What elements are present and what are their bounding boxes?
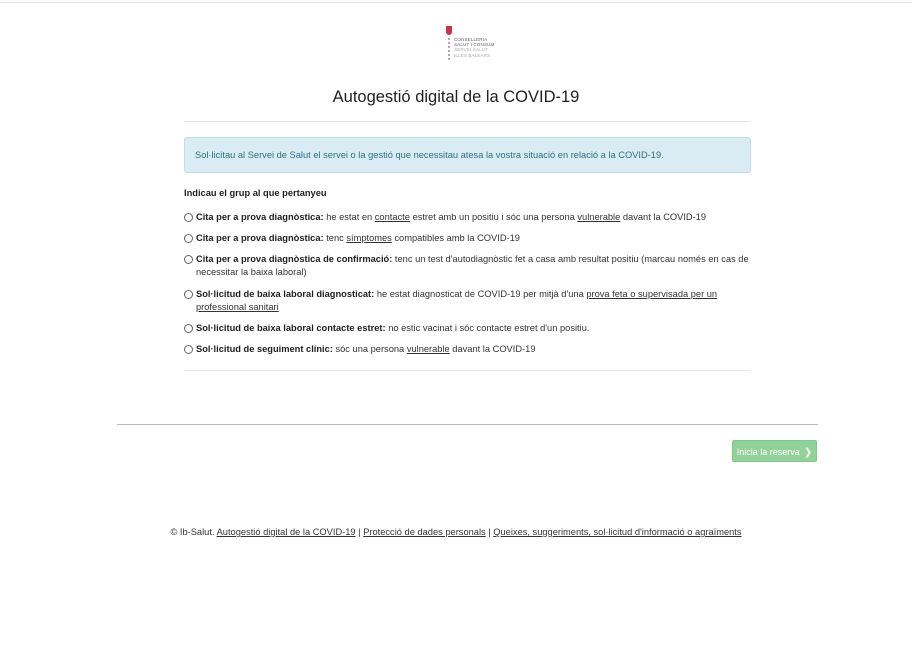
link-prova-supervisada[interactable]: prova feta o supervisada per un professional sanitari bbox=[196, 289, 718, 312]
footer-link-autogestio[interactable]: Autogestió digital de la COVID-19 bbox=[216, 527, 356, 537]
radio-prova-simptomes[interactable] bbox=[184, 234, 193, 243]
footer-separator-1: | bbox=[355, 527, 364, 537]
footer-link-queixes[interactable]: Queixes, suggeriments, sol·licitud d'informació o agraïments bbox=[493, 527, 742, 537]
footer-link-proteccio-dades[interactable]: Protecció de dades personals bbox=[363, 527, 486, 537]
option-3-text-a: tenc un test d'autodiagnòstic fet a casa amb resultat positiu (marcau només en cas de necessitar la baixa laboral) bbox=[196, 254, 749, 277]
option-6-text-b: davant la COVID-19 bbox=[449, 344, 536, 354]
option-prova-confirmacio[interactable] bbox=[184, 253, 752, 279]
option-5-text-a: no estic vacinat i sóc contacte estret d'un positiu. bbox=[385, 323, 590, 333]
option-prova-contacte[interactable] bbox=[184, 211, 752, 224]
option-baixa-contacte[interactable] bbox=[184, 322, 752, 335]
option-baixa-diagnosticat[interactable] bbox=[184, 288, 752, 314]
radio-prova-contacte[interactable] bbox=[184, 213, 193, 222]
page-title: Autogestió digital de la COVID-19 bbox=[332, 88, 580, 106]
info-alert: Sol·licitau al Servei de Salut el servei o la gestió que necessitau atesa la vostra situació en relació a la COVID-19. bbox=[184, 137, 751, 173]
conselleria-logo bbox=[444, 26, 494, 66]
top-divider bbox=[0, 2, 912, 3]
crest-icon bbox=[446, 26, 452, 35]
option-3-title: Cita per a prova diagnòstica de confirmació: bbox=[196, 254, 393, 264]
option-2-text-b: compatibles amb la COVID-19 bbox=[391, 233, 520, 243]
logo-stripe bbox=[448, 38, 450, 62]
option-6-text-a: sóc una persona bbox=[332, 344, 407, 354]
radio-prova-confirmacio[interactable] bbox=[184, 255, 193, 264]
option-1-text-c: davant la COVID-19 bbox=[620, 212, 707, 222]
inicia-reserva-label: Inicia la reserva bbox=[736, 447, 800, 457]
link-contacte[interactable]: contacte bbox=[374, 212, 410, 222]
logo-line-3: SERVEI SALUT bbox=[454, 47, 489, 53]
footer-copyright: © Ib-Salut. bbox=[170, 527, 217, 537]
footer bbox=[0, 527, 912, 537]
footer-separator-2: | bbox=[485, 527, 494, 537]
option-seguiment-clinic[interactable] bbox=[184, 343, 752, 356]
option-4-text-a: he estat diagnosticat de COVID-19 per mitjà d'una bbox=[374, 289, 587, 299]
group-label: Indicau el grup al que pertanyeu bbox=[184, 188, 327, 198]
option-6-title: Sol·licitud de seguiment clínic: bbox=[196, 344, 333, 354]
logo-text bbox=[454, 37, 494, 58]
link-simptomes[interactable]: símptomes bbox=[346, 233, 392, 243]
logo-line-1: CONSELLERIA bbox=[454, 37, 488, 42]
option-1-title: Cita per a prova diagnòstica: bbox=[196, 212, 324, 222]
section-divider bbox=[117, 424, 818, 425]
options-divider bbox=[184, 370, 750, 371]
title-divider bbox=[184, 121, 750, 122]
logo-line-4: ILLES BALEARS bbox=[454, 52, 491, 58]
radio-baixa-diagnosticat[interactable] bbox=[184, 290, 193, 299]
option-prova-simptomes[interactable] bbox=[184, 232, 752, 245]
option-2-title: Cita per a prova diagnòstica: bbox=[196, 233, 324, 243]
logo-line-2: SALUT I CONSUM bbox=[454, 42, 495, 48]
radio-seguiment-clinic[interactable] bbox=[184, 345, 193, 354]
option-2-text-a: tenc bbox=[323, 233, 347, 243]
option-4-title: Sol·licitud de baixa laboral diagnosticat: bbox=[196, 289, 375, 299]
inicia-reserva-button[interactable] bbox=[732, 440, 817, 462]
option-5-title: Sol·licitud de baixa laboral contacte estret: bbox=[196, 323, 386, 333]
radio-baixa-contacte[interactable] bbox=[184, 324, 193, 333]
link-vulnerable-2[interactable]: vulnerable bbox=[406, 344, 450, 354]
option-1-text-b: estret amb un positiu i sóc una persona bbox=[409, 212, 578, 222]
option-1-text-a: he estat en bbox=[323, 212, 375, 222]
link-vulnerable[interactable]: vulnerable bbox=[577, 212, 621, 222]
chevron-right-icon: ❯ bbox=[803, 447, 813, 458]
